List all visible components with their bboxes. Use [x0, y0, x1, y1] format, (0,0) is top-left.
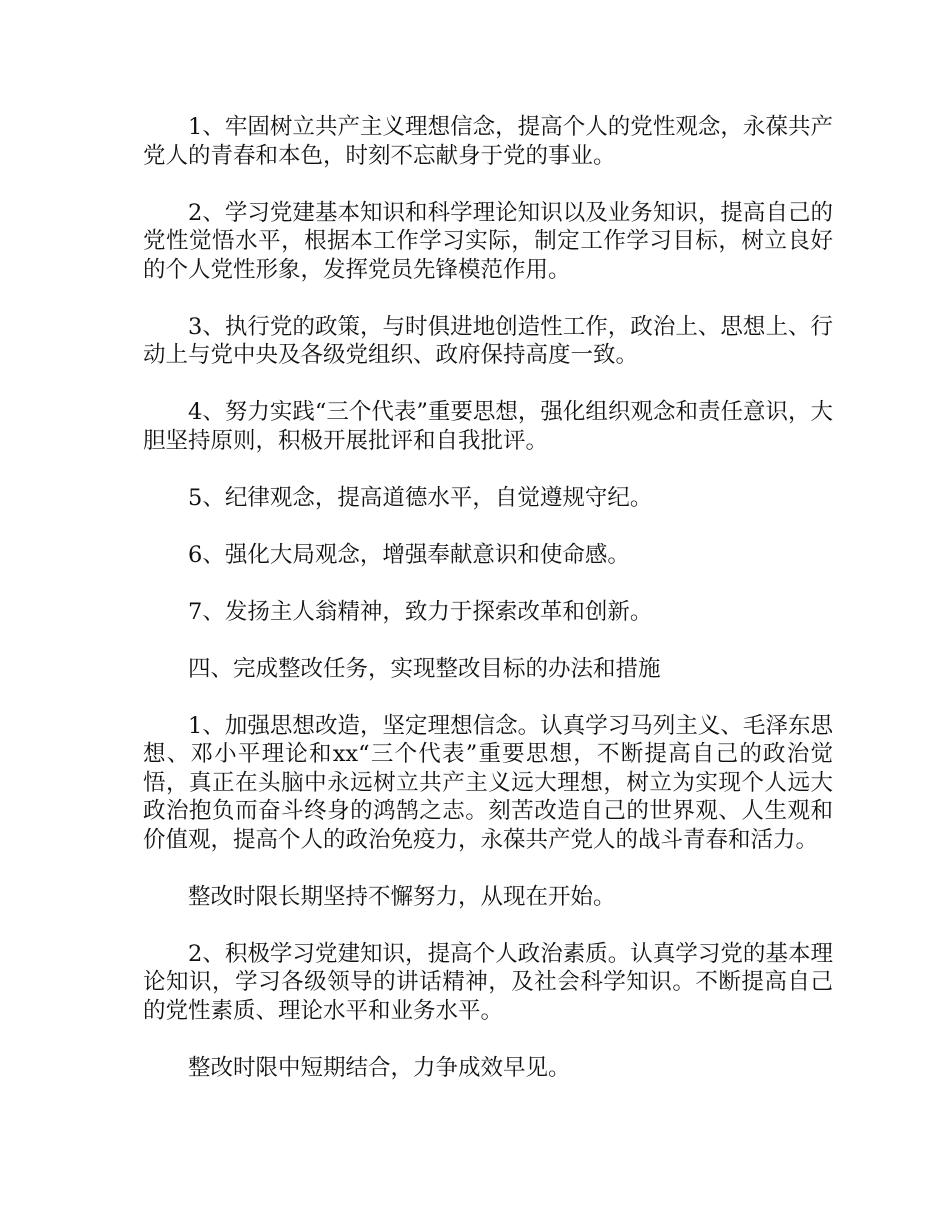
paragraph-measure-2: 2、积极学习党建知识，提高个人政治素质。认真学习党的基本理论知识，学习各级领导的讲话精神，及社会科学知识。不断提高自己的党性素质、理论水平和业务水平。 — [143, 940, 833, 1024]
paragraph-7: 7、发扬主人翁精神，致力于探索改革和创新。 — [188, 598, 653, 625]
paragraph-1: 1、牢固树立共产主义理想信念，提高个人的党性观念，永葆共产党人的青春和本色，时刻不忘献身于党的事业。 — [143, 114, 833, 169]
paragraph-deadline-1: 整改时限长期坚持不懈努力，从现在开始。 — [188, 883, 616, 910]
paragraph-6: 6、强化大局观念，增强奉献意识和使命感。 — [188, 541, 630, 568]
section-heading: 四、完成整改任务，实现整改目标的办法和措施 — [188, 655, 661, 682]
paragraph-4: 4、努力实践“三个代表”重要思想，强化组织观念和责任意识，大胆坚持原则，积极开展批评和自我批评。 — [143, 399, 833, 454]
paragraph-2: 2、学习党建基本知识和科学理论知识以及业务知识，提高自己的党性觉悟水平，根据本工作学习实际，制定工作学习目标，树立良好的个人党性形象，发挥党员先锋模范作用。 — [143, 199, 833, 283]
paragraph-deadline-2: 整改时限中短期结合，力争成效早见。 — [188, 1054, 571, 1081]
document-body — [143, 113, 833, 1082]
paragraph-5: 5、纪律观念，提高道德水平，自觉遵规守纪。 — [188, 484, 653, 511]
paragraph-3: 3、执行党的政策，与时俱进地创造性工作，政治上、思想上、行动上与党中央及各级党组织、政府保持高度一致。 — [143, 313, 833, 368]
paragraph-measure-1: 1、加强思想改造，坚定理想信念。认真学习马列主义、毛泽东思想、邓小平理论和xx“三个代表”重要思想，不断提高自己的政治觉悟，真正在头脑中永远树立共产主义远大理想，树立为实现个人远大政治抱负而奋斗终身的鸿鹄之志。刻苦改造自己的世界观、人生观和价值观，提高个人的政治免疫力，永葆共产党人的战斗青春和活力。 — [143, 712, 833, 853]
